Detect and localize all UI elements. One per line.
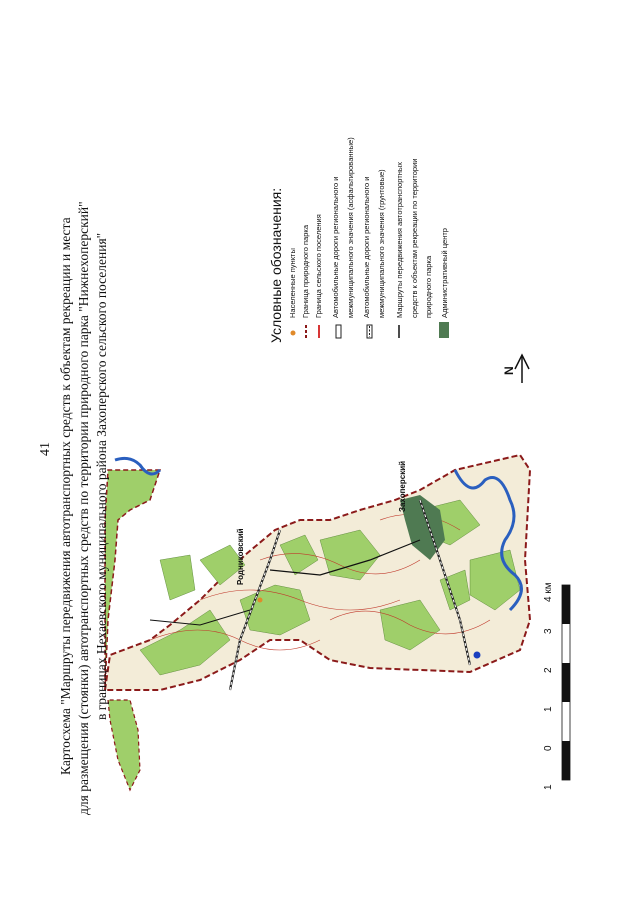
scale-label: 3 bbox=[543, 628, 554, 634]
legend-item: Граница природного парка bbox=[301, 225, 310, 318]
scale-label: 4 км bbox=[543, 582, 554, 602]
legend-item: Автомобильные дороги регионального и bbox=[331, 176, 340, 318]
title-line-2: для размещения (стоянки) автотранспортных средств по территории природного парка "Нижнехоперский" bbox=[76, 201, 91, 815]
settlement-marker bbox=[474, 652, 481, 659]
legend-item: природного парка bbox=[424, 255, 433, 318]
legend-item: Маршруты передвижения автотранспортных bbox=[395, 161, 404, 318]
legend-item: межмуниципального значения (грунтовые) bbox=[377, 169, 386, 318]
legend-item: средств к объектам рекреации по территории bbox=[410, 158, 419, 318]
scale-label: 2 bbox=[543, 667, 554, 673]
settlement-marker bbox=[258, 598, 263, 603]
legend-item: Административный центр bbox=[440, 228, 449, 318]
scale-label: 0 bbox=[543, 745, 554, 751]
scale-bar bbox=[562, 585, 570, 780]
title-line-3: в границах Нехаевского муниципального района Захоперского сельского поселения" bbox=[94, 232, 109, 720]
legend-symbols bbox=[291, 322, 450, 338]
legend-item: Автомобильные дороги регионального и bbox=[362, 176, 371, 318]
legend-item: межмуниципального значения (асфальтированные) bbox=[346, 137, 355, 318]
place-label: Захоперский bbox=[398, 460, 407, 512]
legend-item: Населенные пункты bbox=[288, 248, 297, 318]
legend-item: Граница сельского поселения bbox=[314, 214, 323, 318]
legend-title: Условные обозначения: bbox=[268, 187, 284, 343]
scale-label: 1 bbox=[543, 706, 554, 712]
scale-label: 1 bbox=[543, 784, 554, 790]
north-label: N bbox=[502, 366, 516, 375]
title-line-1: Картосхема "Маршруты передвижения автотранспортных средств к объектам рекреации и места bbox=[58, 217, 73, 775]
map-west-strip bbox=[108, 700, 140, 790]
place-label: Родниковский bbox=[236, 528, 245, 585]
north-arrow-icon bbox=[515, 355, 529, 383]
page-number: 41 bbox=[38, 442, 53, 456]
